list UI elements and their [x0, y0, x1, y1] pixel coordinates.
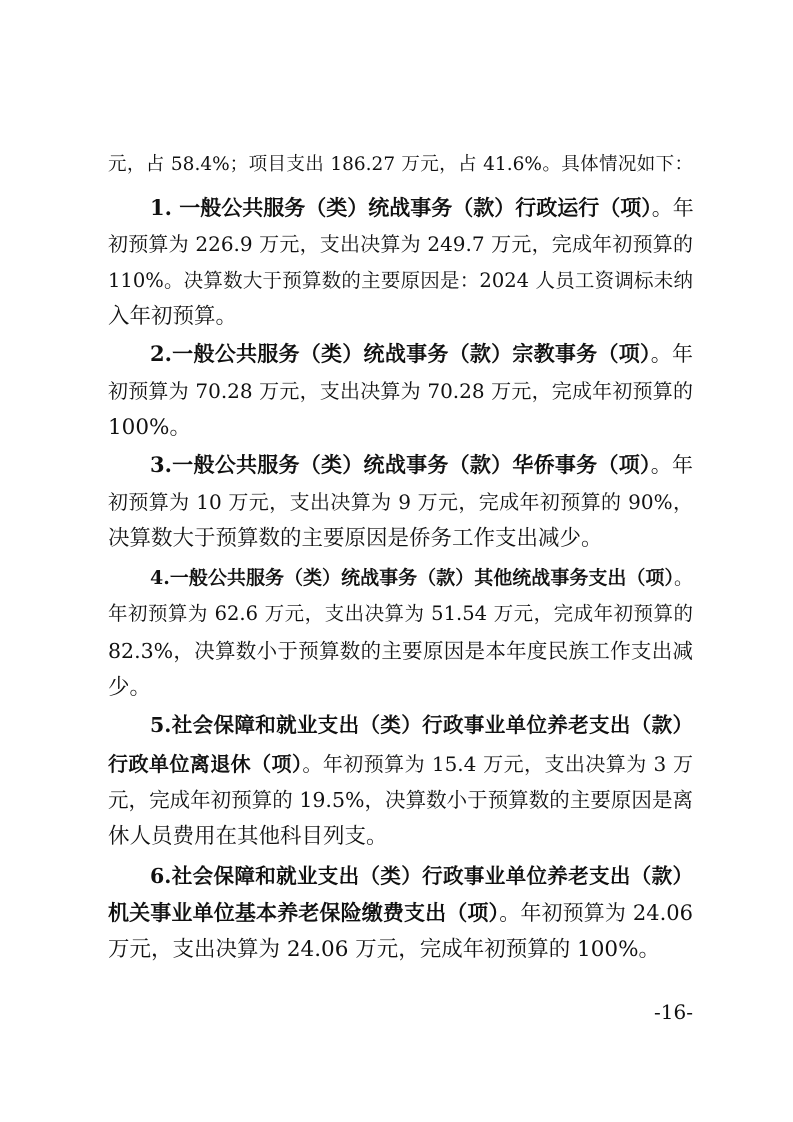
item-3-heading: 3.一般公共服务（类）统战事务（款）华侨事务（项）。年	[150, 452, 694, 477]
item-4-heading: 4.一般公共服务（类）统战事务（款）其他统战事务支出（项）。	[150, 567, 693, 589]
item-6-heading: 6.社会保障和就业支出（类）行政事业单位养老支出（款）	[150, 864, 693, 888]
text-line: 年初预算为 62.6 万元，支出决算为 51.54 万元，完成年初预算的	[108, 602, 693, 625]
text-line: 元，完成年初预算的 19.5%，决算数小于预算数的主要原因是离	[108, 788, 693, 812]
text-line: 少。	[108, 675, 152, 700]
text-line: 82.3%，决算数小于预算数的主要原因是本年度民族工作支出减	[108, 639, 693, 663]
text-line: 行政单位离退休（项）。年初预算为 15.4 万元，支出决算为 3 万	[108, 752, 694, 776]
text-line: 万元，支出决算为 24.06 万元，完成年初预算的 100%。	[108, 937, 661, 962]
item-2-heading: 2.一般公共服务（类）统战事务（款）宗教事务（项）。年	[150, 341, 694, 366]
text-line: 初预算为 10 万元，支出决算为 9 万元，完成年初预算的 90%，	[108, 490, 693, 514]
text-line: 初预算为 226.9 万元，支出决算为 249.7 万元，完成年初预算的	[108, 232, 693, 256]
page-number: -16-	[654, 1000, 693, 1024]
item-5-heading: 5.社会保障和就业支出（类）行政事业单位养老支出（款）	[150, 713, 693, 737]
item-1-heading: 1. 一般公共服务（类）统战事务（款）行政运行（项）。年	[150, 195, 694, 220]
text-line: 决算数大于预算数的主要原因是侨务工作支出减少。	[108, 526, 603, 551]
text-line: 机关事业单位基本养老保险缴费支出（项）。年初预算为 24.06	[108, 900, 694, 925]
text-line: 初预算为 70.28 万元，支出决算为 70.28 万元，完成年初预算的	[108, 379, 693, 403]
text-line: 100%。	[108, 415, 191, 440]
text-line: 入年初预算。	[108, 304, 238, 329]
text-line: 元，占 58.4%；项目支出 186.27 万元，占 41.6%。具体情况如下：	[108, 154, 693, 175]
text-line: 休人员费用在其他科目列支。	[108, 824, 388, 849]
text-line: 110%。决算数大于预算数的主要原因是：2024 人员工资调标未纳	[108, 269, 693, 292]
